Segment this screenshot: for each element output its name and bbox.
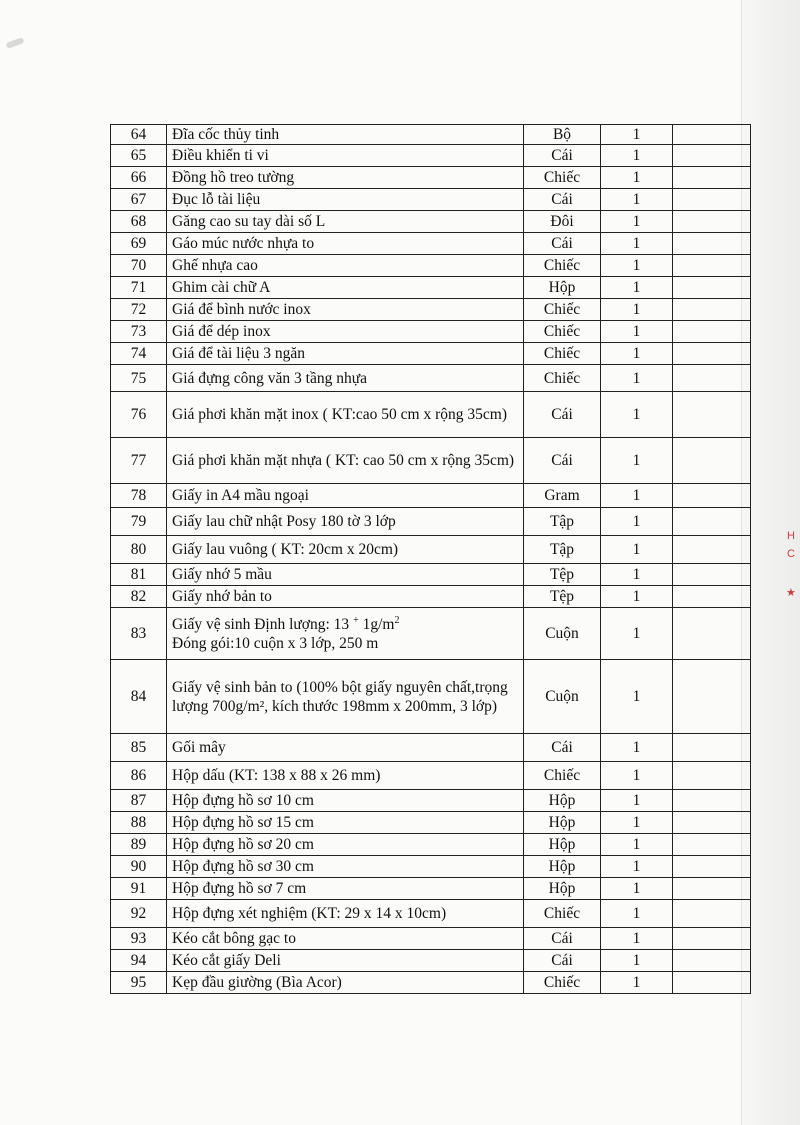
item-quantity: 1 bbox=[601, 762, 673, 790]
item-unit: Hộp bbox=[524, 812, 601, 834]
item-number: 95 bbox=[111, 972, 167, 994]
item-number: 76 bbox=[111, 392, 167, 438]
scan-artifact bbox=[6, 37, 25, 49]
item-number: 87 bbox=[111, 790, 167, 812]
item-quantity: 1 bbox=[601, 167, 673, 189]
item-note bbox=[673, 900, 751, 928]
table-row bbox=[111, 343, 751, 365]
table-row bbox=[111, 928, 751, 950]
item-note bbox=[673, 125, 751, 145]
table-row bbox=[111, 299, 751, 321]
item-quantity: 1 bbox=[601, 660, 673, 734]
item-note bbox=[673, 211, 751, 233]
margin-mark-h: H bbox=[787, 530, 795, 542]
item-quantity: 1 bbox=[601, 211, 673, 233]
item-number: 71 bbox=[111, 277, 167, 299]
table-row bbox=[111, 233, 751, 255]
item-quantity: 1 bbox=[601, 734, 673, 762]
item-number: 73 bbox=[111, 321, 167, 343]
item-number: 81 bbox=[111, 564, 167, 586]
item-name: Hộp đựng hồ sơ 30 cm bbox=[167, 856, 524, 878]
item-name: Đồng hồ treo tường bbox=[167, 167, 524, 189]
supply-items-table bbox=[110, 124, 751, 994]
item-unit: Cái bbox=[524, 145, 601, 167]
item-name: Kẹp đầu giường (Bìa Acor) bbox=[167, 972, 524, 994]
item-note bbox=[673, 536, 751, 564]
item-quantity: 1 bbox=[601, 299, 673, 321]
table-row bbox=[111, 660, 751, 734]
item-name: Hộp đựng hồ sơ 20 cm bbox=[167, 834, 524, 856]
item-quantity: 1 bbox=[601, 536, 673, 564]
item-quantity: 1 bbox=[601, 812, 673, 834]
item-unit: Hộp bbox=[524, 878, 601, 900]
item-unit: Chiếc bbox=[524, 762, 601, 790]
item-name: Giấy nhớ bản to bbox=[167, 586, 524, 608]
item-note bbox=[673, 321, 751, 343]
item-note bbox=[673, 299, 751, 321]
item-note bbox=[673, 343, 751, 365]
item-quantity: 1 bbox=[601, 277, 673, 299]
item-quantity: 1 bbox=[601, 608, 673, 660]
item-note bbox=[673, 762, 751, 790]
item-unit: Chiếc bbox=[524, 255, 601, 277]
item-quantity: 1 bbox=[601, 255, 673, 277]
item-note bbox=[673, 972, 751, 994]
table-row bbox=[111, 564, 751, 586]
item-unit: Gram bbox=[524, 484, 601, 508]
table-row bbox=[111, 277, 751, 299]
item-number: 92 bbox=[111, 900, 167, 928]
item-quantity: 1 bbox=[601, 586, 673, 608]
item-name: Gối mây bbox=[167, 734, 524, 762]
item-number: 68 bbox=[111, 211, 167, 233]
item-name: Giấy lau vuông ( KT: 20cm x 20cm) bbox=[167, 536, 524, 564]
item-unit: Cái bbox=[524, 189, 601, 211]
item-quantity: 1 bbox=[601, 125, 673, 145]
item-unit: Chiếc bbox=[524, 365, 601, 392]
item-name-line-1 bbox=[172, 615, 518, 634]
table-row bbox=[111, 536, 751, 564]
item-note bbox=[673, 660, 751, 734]
table-row bbox=[111, 856, 751, 878]
item-number: 65 bbox=[111, 145, 167, 167]
item-name-text: 1g/m bbox=[358, 615, 395, 633]
item-unit: Chiếc bbox=[524, 321, 601, 343]
table-row bbox=[111, 900, 751, 928]
item-name: Giấy in A4 mầu ngoại bbox=[167, 484, 524, 508]
item-note bbox=[673, 586, 751, 608]
item-quantity: 1 bbox=[601, 365, 673, 392]
item-quantity: 1 bbox=[601, 972, 673, 994]
item-unit: Cái bbox=[524, 950, 601, 972]
table-row bbox=[111, 189, 751, 211]
item-unit: Cái bbox=[524, 392, 601, 438]
item-unit: Cuộn bbox=[524, 608, 601, 660]
item-number: 77 bbox=[111, 438, 167, 484]
item-number: 94 bbox=[111, 950, 167, 972]
table-row bbox=[111, 790, 751, 812]
item-number: 70 bbox=[111, 255, 167, 277]
item-name: Giá để dép inox bbox=[167, 321, 524, 343]
item-name: Giá phơi khăn mặt nhựa ( KT: cao 50 cm x rộng 35cm) bbox=[167, 438, 524, 484]
item-number: 89 bbox=[111, 834, 167, 856]
item-number: 72 bbox=[111, 299, 167, 321]
item-name: Gáo múc nước nhựa to bbox=[167, 233, 524, 255]
table-row bbox=[111, 438, 751, 484]
item-note bbox=[673, 950, 751, 972]
table-row bbox=[111, 950, 751, 972]
item-note bbox=[673, 508, 751, 536]
item-unit: Chiếc bbox=[524, 343, 601, 365]
table-row bbox=[111, 255, 751, 277]
item-name: Kéo cắt giấy Deli bbox=[167, 950, 524, 972]
item-unit: Cái bbox=[524, 233, 601, 255]
item-number: 91 bbox=[111, 878, 167, 900]
item-name: Ghế nhựa cao bbox=[167, 255, 524, 277]
squared-sup: 2 bbox=[394, 614, 400, 626]
item-unit: Đôi bbox=[524, 211, 601, 233]
item-unit: Bộ bbox=[524, 125, 601, 145]
table-row bbox=[111, 734, 751, 762]
item-note bbox=[673, 878, 751, 900]
item-number: 66 bbox=[111, 167, 167, 189]
item-quantity: 1 bbox=[601, 233, 673, 255]
item-unit: Hộp bbox=[524, 856, 601, 878]
item-unit: Tập bbox=[524, 508, 601, 536]
item-quantity: 1 bbox=[601, 145, 673, 167]
item-unit: Cái bbox=[524, 734, 601, 762]
item-name: Đục lỗ tài liệu bbox=[167, 189, 524, 211]
table-row bbox=[111, 392, 751, 438]
item-note bbox=[673, 790, 751, 812]
item-number: 67 bbox=[111, 189, 167, 211]
item-name: Hộp đựng hồ sơ 7 cm bbox=[167, 878, 524, 900]
item-note bbox=[673, 255, 751, 277]
item-note bbox=[673, 277, 751, 299]
item-number: 82 bbox=[111, 586, 167, 608]
item-number: 69 bbox=[111, 233, 167, 255]
item-name: Giá đựng công văn 3 tầng nhựa bbox=[167, 365, 524, 392]
item-number: 80 bbox=[111, 536, 167, 564]
item-number: 83 bbox=[111, 608, 167, 660]
item-quantity: 1 bbox=[601, 856, 673, 878]
item-unit: Tệp bbox=[524, 564, 601, 586]
margin-mark-star: ★ bbox=[786, 587, 796, 599]
item-note bbox=[673, 233, 751, 255]
item-name: Điều khiển ti vi bbox=[167, 145, 524, 167]
item-number: 79 bbox=[111, 508, 167, 536]
table-row bbox=[111, 211, 751, 233]
item-number: 86 bbox=[111, 762, 167, 790]
item-number: 64 bbox=[111, 125, 167, 145]
item-note bbox=[673, 608, 751, 660]
item-name: Giấy nhớ 5 mầu bbox=[167, 564, 524, 586]
table-row bbox=[111, 878, 751, 900]
item-unit: Hộp bbox=[524, 834, 601, 856]
item-number: 78 bbox=[111, 484, 167, 508]
item-unit: Cái bbox=[524, 928, 601, 950]
table-row bbox=[111, 608, 751, 660]
item-name: Hộp dấu (KT: 138 x 88 x 26 mm) bbox=[167, 762, 524, 790]
table-row bbox=[111, 812, 751, 834]
table-row bbox=[111, 834, 751, 856]
table-row bbox=[111, 508, 751, 536]
item-unit: Chiếc bbox=[524, 299, 601, 321]
item-name: Đĩa cốc thủy tinh bbox=[167, 125, 524, 145]
item-quantity: 1 bbox=[601, 508, 673, 536]
item-note bbox=[673, 438, 751, 484]
item-note bbox=[673, 484, 751, 508]
item-name-line-2: Đóng gói:10 cuộn x 3 lớp, 250 m bbox=[172, 634, 379, 652]
item-name: Kéo cắt bông gạc to bbox=[167, 928, 524, 950]
table-row bbox=[111, 321, 751, 343]
item-quantity: 1 bbox=[601, 564, 673, 586]
item-note bbox=[673, 928, 751, 950]
item-number: 85 bbox=[111, 734, 167, 762]
item-quantity: 1 bbox=[601, 928, 673, 950]
item-number: 90 bbox=[111, 856, 167, 878]
item-name: Giấy vệ sinh bản to (100% bột giấy nguyên chất,trọng lượng 700g/m², kích thước 198mm x 200mm, 3 lớp) bbox=[167, 660, 524, 734]
item-unit: Chiếc bbox=[524, 972, 601, 994]
item-note bbox=[673, 365, 751, 392]
table-row bbox=[111, 125, 751, 145]
item-quantity: 1 bbox=[601, 790, 673, 812]
item-name: Giá để tài liệu 3 ngăn bbox=[167, 343, 524, 365]
item-name: Ghim cài chữ A bbox=[167, 277, 524, 299]
item-unit: Chiếc bbox=[524, 900, 601, 928]
item-unit: Tập bbox=[524, 536, 601, 564]
item-name: Hộp đựng xét nghiệm (KT: 29 x 14 x 10cm) bbox=[167, 900, 524, 928]
item-name: Găng cao su tay dài số L bbox=[167, 211, 524, 233]
item-name: Giá phơi khăn mặt inox ( KT:cao 50 cm x rộng 35cm) bbox=[167, 392, 524, 438]
item-note bbox=[673, 392, 751, 438]
table-row bbox=[111, 972, 751, 994]
item-name: Hộp đựng hồ sơ 10 cm bbox=[167, 790, 524, 812]
item-quantity: 1 bbox=[601, 321, 673, 343]
item-note bbox=[673, 167, 751, 189]
item-note bbox=[673, 564, 751, 586]
item-name: Hộp đựng hồ sơ 15 cm bbox=[167, 812, 524, 834]
item-note bbox=[673, 856, 751, 878]
item-unit: Cuộn bbox=[524, 660, 601, 734]
item-quantity: 1 bbox=[601, 392, 673, 438]
table-row bbox=[111, 365, 751, 392]
item-quantity: 1 bbox=[601, 484, 673, 508]
table-row bbox=[111, 586, 751, 608]
item-note bbox=[673, 812, 751, 834]
item-note bbox=[673, 734, 751, 762]
item-unit: Cái bbox=[524, 438, 601, 484]
table-body bbox=[111, 125, 751, 994]
item-name: Giá để bình nước inox bbox=[167, 299, 524, 321]
item-unit: Hộp bbox=[524, 277, 601, 299]
item-number: 88 bbox=[111, 812, 167, 834]
item-quantity: 1 bbox=[601, 189, 673, 211]
item-number: 74 bbox=[111, 343, 167, 365]
margin-mark-c: C bbox=[787, 548, 795, 560]
item-quantity: 1 bbox=[601, 878, 673, 900]
item-name: Giấy lau chữ nhật Posy 180 tờ 3 lớp bbox=[167, 508, 524, 536]
item-note bbox=[673, 145, 751, 167]
item-name bbox=[167, 608, 524, 660]
table-row bbox=[111, 145, 751, 167]
plus-minus-sup: + bbox=[353, 614, 359, 626]
item-quantity: 1 bbox=[601, 343, 673, 365]
item-quantity: 1 bbox=[601, 834, 673, 856]
item-note bbox=[673, 189, 751, 211]
item-note bbox=[673, 834, 751, 856]
item-unit: Hộp bbox=[524, 790, 601, 812]
item-number: 84 bbox=[111, 660, 167, 734]
item-unit: Tệp bbox=[524, 586, 601, 608]
table-row bbox=[111, 167, 751, 189]
item-unit: Chiếc bbox=[524, 167, 601, 189]
item-number: 93 bbox=[111, 928, 167, 950]
table-row bbox=[111, 484, 751, 508]
item-quantity: 1 bbox=[601, 438, 673, 484]
item-quantity: 1 bbox=[601, 900, 673, 928]
table-row bbox=[111, 762, 751, 790]
item-name-text: Giấy vệ sinh Định lượng: 13 bbox=[172, 615, 354, 633]
item-number: 75 bbox=[111, 365, 167, 392]
item-quantity: 1 bbox=[601, 950, 673, 972]
